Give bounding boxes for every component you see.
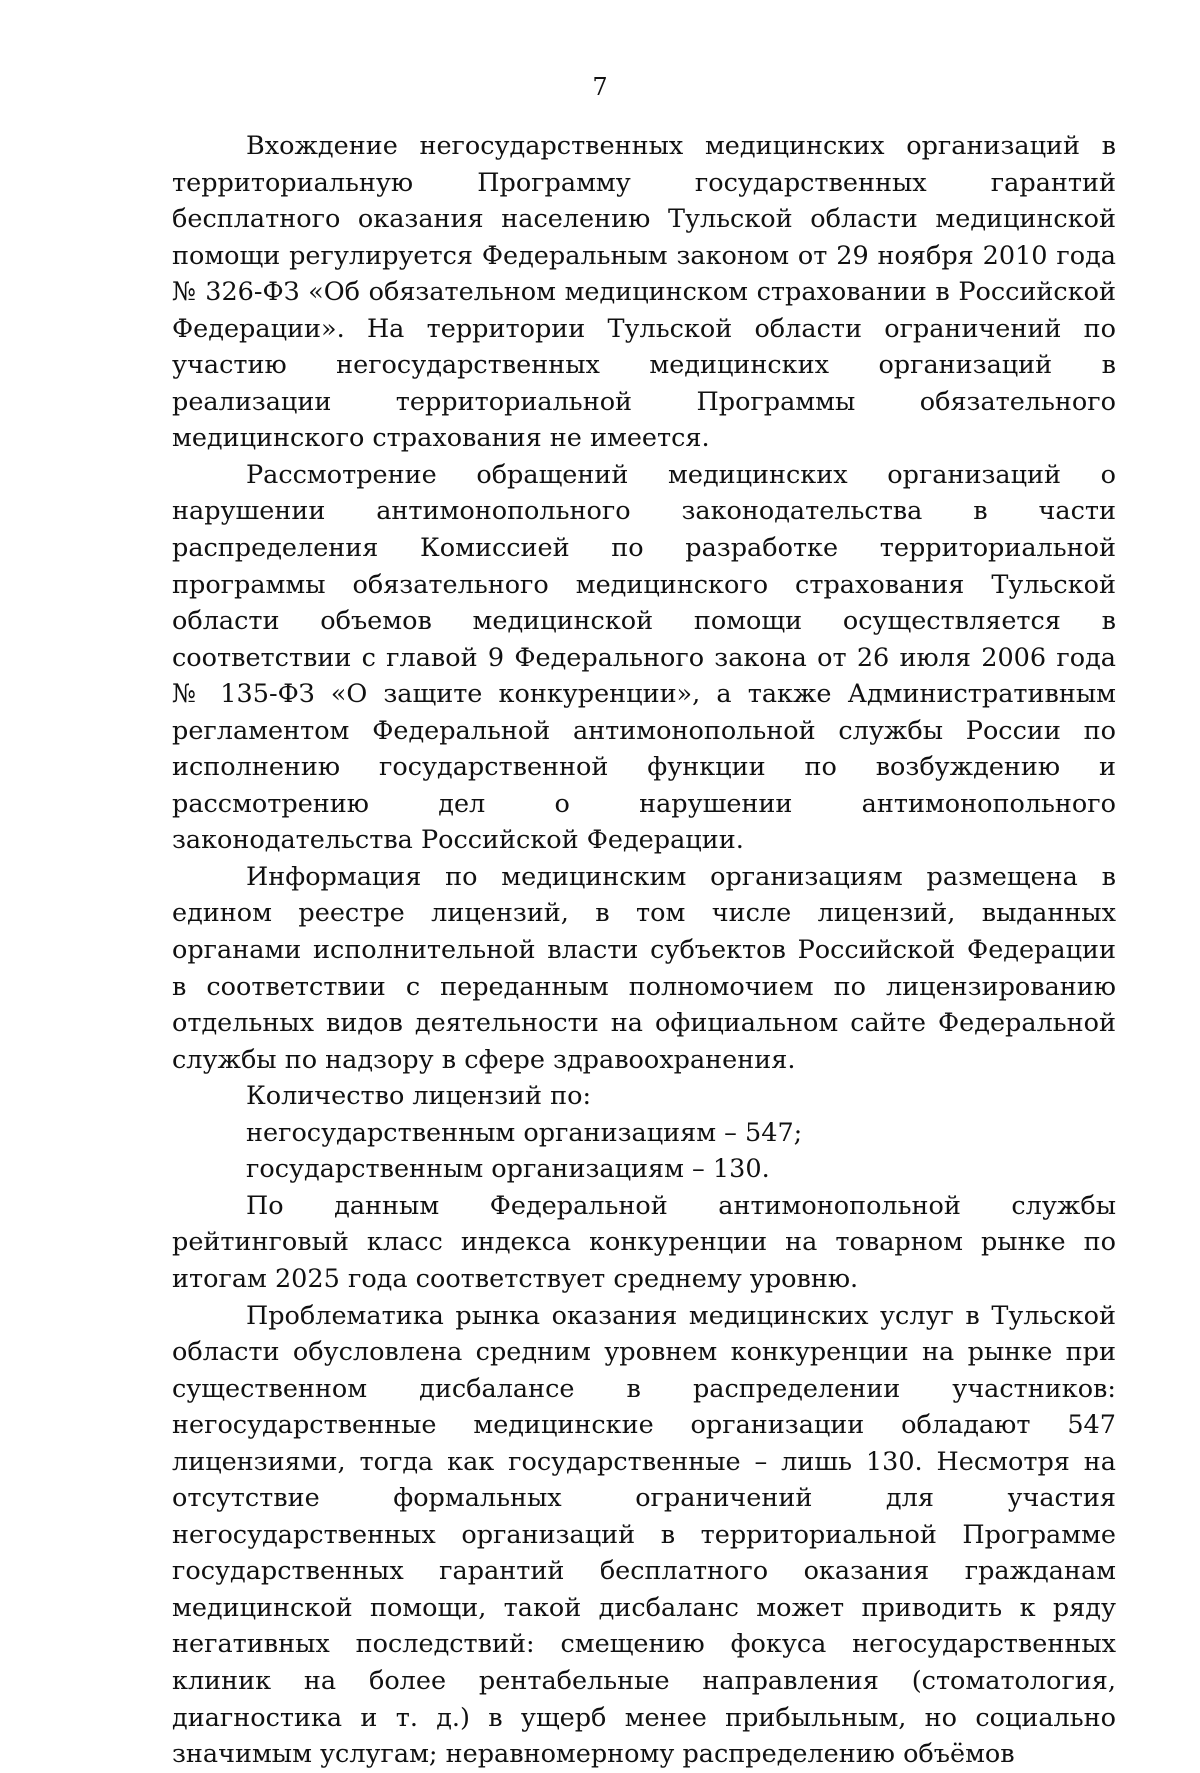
paragraph-market-problems: Проблематика рынка оказания медицинских услуг в Тульской области обусловлена средним уровнем конкуренции на рынке при существенном дисбалансе в распределении участников: негосударственные медицинские организации обладают 547 лицензиями, тогда как государственные – лишь 130. Несмотря на отсутствие формальных ограничений для участия негосударственных организаций в территориальной Программе государственных гарантий бесплатного оказания гражданам медицинской помощи, такой дисбаланс может приводить к ряду негативных последствий: смещению фокуса негосударственных клиник на более рентабельные направления (стоматология, диагностика и т. д.) в ущерб менее прибыльным, но социально значимым услугам; неравномерному распределению объёмов [172,1300,1116,1770]
page-number: 7 [592,73,608,101]
paragraph-competition-rating: По данным Федеральной антимонопольной службы рейтинговый класс индекса конкуренции на товарном рынке по итогам 2025 года соответствует среднему уровню. [172,1190,1116,1294]
paragraph-ngo-inclusion: Вхождение негосударственных медицинских организаций в территориальную Программу государственных гарантий бесплатного оказания населению Тульской области медицинской помощи регулируется Федеральным законом от 29 ноября 2010 года № 326-ФЗ «Об обязательном медицинском страховании в Российской Федерации». На территории Тульской области ограничений по участию негосударственных медицинских организаций в реализации территориальной Программы обязательного медицинского страхования не имеется. [172,131,1116,454]
paragraph-license-registry: Информация по медицинским организациям размещена в едином реестре лицензий, в том числе лицензий, выданных органами исполнительной власти субъектов Российской Федерации в соответствии с переданным полномочием по лицензированию отдельных видов деятельности на официальном сайте Федеральной службы по надзору в сфере здравоохранения. [172,861,1116,1075]
license-count-state: государственным организациям – 130. [246,1154,770,1185]
paragraph-antimonopoly-appeals: Рассмотрение обращений медицинских организаций о нарушении антимонопольного законодательства в части распределения Комиссией по разработке территориальной программы обязательного медицинского страхования Тульской области объемов медицинской помощи осуществляется в соответствии с главой 9 Федерального закона от 26 июля 2006 года № 135-ФЗ «О защите конкуренции», а также Административным регламентом Федеральной антимонопольной службы России по исполнению государственной функции по возбуждению и рассмотрению дел о нарушении антимонопольного законодательства Российской Федерации. [172,459,1116,856]
license-count-heading: Количество лицензий по: [246,1081,592,1112]
document-body [172,128,1116,1773]
license-count-non-state: негосударственным организациям – 547; [246,1117,803,1148]
